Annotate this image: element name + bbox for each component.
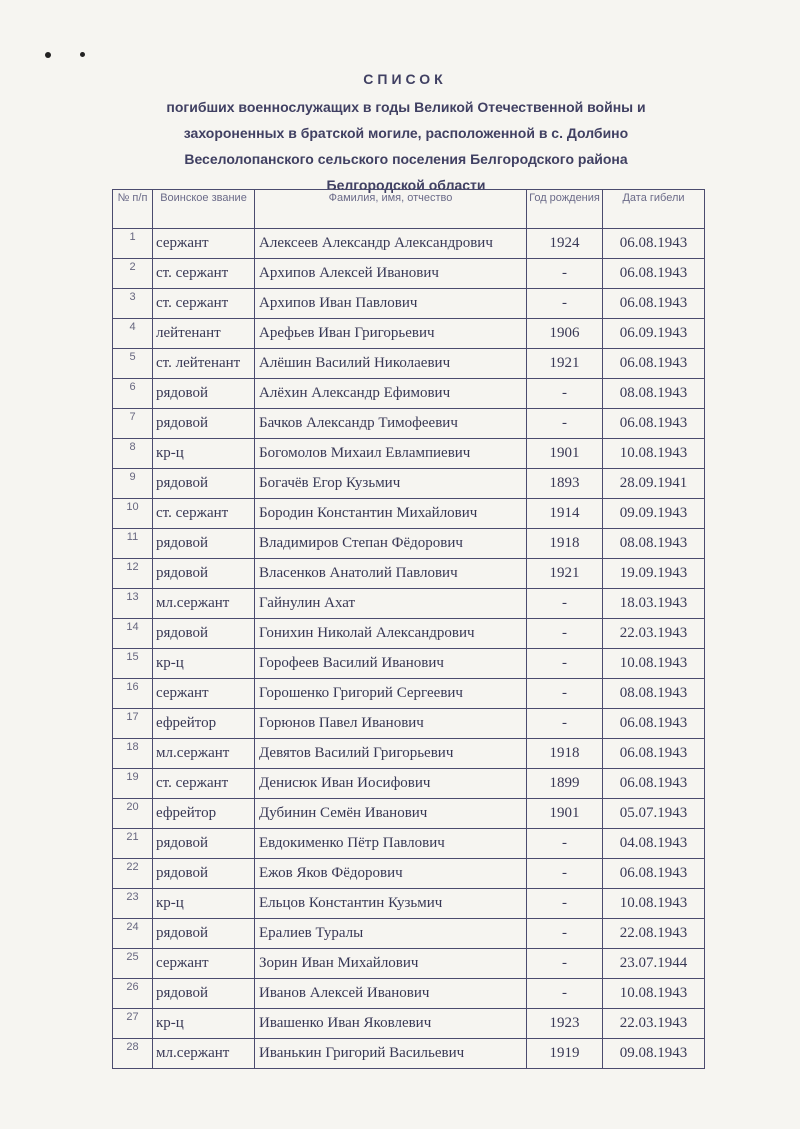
header-rank: Воинское звание <box>153 190 255 229</box>
full-name-cell: Ивашенко Иван Яковлевич <box>255 1009 527 1039</box>
burial-list-table <box>112 189 705 1069</box>
full-name-cell: Алёхин Александр Ефимович <box>255 379 527 409</box>
death-date-cell: 09.08.1943 <box>603 1039 705 1069</box>
military-rank-cell: сержант <box>153 229 255 259</box>
military-rank-cell: рядовой <box>153 469 255 499</box>
birth-year-cell: 1923 <box>527 1009 603 1039</box>
death-date-cell: 10.08.1943 <box>603 649 705 679</box>
birth-year-cell: - <box>527 949 603 979</box>
birth-year-cell: - <box>527 289 603 319</box>
birth-year-cell: - <box>527 619 603 649</box>
full-name-cell: Ельцов Константин Кузьмич <box>255 889 527 919</box>
table-row <box>113 739 705 769</box>
death-date-cell: 05.07.1943 <box>603 799 705 829</box>
death-date-cell: 06.08.1943 <box>603 349 705 379</box>
birth-year-cell: 1918 <box>527 529 603 559</box>
row-number-cell: 24 <box>113 919 153 949</box>
table-row <box>113 439 705 469</box>
military-rank-cell: ст. сержант <box>153 289 255 319</box>
military-rank-cell: ст. сержант <box>153 769 255 799</box>
birth-year-cell: 1899 <box>527 769 603 799</box>
subtitle-line: захороненных в братской могиле, расположенной в с. Долбино <box>183 125 629 141</box>
table-row <box>113 889 705 919</box>
death-date-cell: 22.03.1943 <box>603 619 705 649</box>
military-rank-cell: кр-ц <box>153 649 255 679</box>
document-title: СПИСОК <box>363 71 447 87</box>
death-date-cell: 06.08.1943 <box>603 289 705 319</box>
military-rank-cell: рядовой <box>153 979 255 1009</box>
header-year: Год рождения <box>527 190 603 229</box>
row-number-cell: 11 <box>113 529 153 559</box>
row-number-cell: 2 <box>113 259 153 289</box>
birth-year-cell: - <box>527 919 603 949</box>
full-name-cell: Иванов Алексей Иванович <box>255 979 527 1009</box>
full-name-cell: Алёшин Василий Николаевич <box>255 349 527 379</box>
document-heading <box>0 68 800 198</box>
table-row <box>113 709 705 739</box>
military-rank-cell: рядовой <box>153 619 255 649</box>
death-date-cell: 19.09.1943 <box>603 559 705 589</box>
table-row <box>113 859 705 889</box>
birth-year-cell: - <box>527 979 603 1009</box>
full-name-cell: Бородин Константин Михайлович <box>255 499 527 529</box>
birth-year-cell: - <box>527 829 603 859</box>
header-name: Фамилия, имя, отчество <box>255 190 527 229</box>
death-date-cell: 10.08.1943 <box>603 979 705 1009</box>
birth-year-cell: - <box>527 589 603 619</box>
full-name-cell: Гайнулин Ахат <box>255 589 527 619</box>
full-name-cell: Горофеев Василий Иванович <box>255 649 527 679</box>
military-rank-cell: мл.сержант <box>153 739 255 769</box>
full-name-cell: Евдокименко Пётр Павлович <box>255 829 527 859</box>
table-row <box>113 289 705 319</box>
full-name-cell: Горошенко Григорий Сергеевич <box>255 679 527 709</box>
header-date: Дата гибели <box>603 190 705 229</box>
row-number-cell: 25 <box>113 949 153 979</box>
death-date-cell: 08.08.1943 <box>603 679 705 709</box>
row-number-cell: 7 <box>113 409 153 439</box>
subtitle-line: Белгородской области <box>326 177 486 193</box>
scan-speck <box>45 52 51 58</box>
subtitle-line: Веселолопанского сельского поселения Белгородского района <box>184 151 628 167</box>
full-name-cell: Архипов Иван Павлович <box>255 289 527 319</box>
table-row <box>113 679 705 709</box>
table-row <box>113 559 705 589</box>
death-date-cell: 08.08.1943 <box>603 379 705 409</box>
row-number-cell: 26 <box>113 979 153 1009</box>
death-date-cell: 28.09.1941 <box>603 469 705 499</box>
death-date-cell: 06.08.1943 <box>603 859 705 889</box>
row-number-cell: 16 <box>113 679 153 709</box>
military-rank-cell: рядовой <box>153 379 255 409</box>
table-row <box>113 469 705 499</box>
row-number-cell: 5 <box>113 349 153 379</box>
death-date-cell: 06.08.1943 <box>603 259 705 289</box>
row-number-cell: 13 <box>113 589 153 619</box>
birth-year-cell: 1893 <box>527 469 603 499</box>
table-row <box>113 619 705 649</box>
full-name-cell: Денисюк Иван Иосифович <box>255 769 527 799</box>
row-number-cell: 14 <box>113 619 153 649</box>
row-number-cell: 23 <box>113 889 153 919</box>
death-date-cell: 06.08.1943 <box>603 709 705 739</box>
full-name-cell: Алексеев Александр Александрович <box>255 229 527 259</box>
full-name-cell: Иванькин Григорий Васильевич <box>255 1039 527 1069</box>
table-row <box>113 409 705 439</box>
military-rank-cell: кр-ц <box>153 889 255 919</box>
header-num: № п/п <box>113 190 153 229</box>
birth-year-cell: - <box>527 859 603 889</box>
table-body <box>113 229 705 1069</box>
birth-year-cell: - <box>527 259 603 289</box>
table-row <box>113 319 705 349</box>
full-name-cell: Архипов Алексей Иванович <box>255 259 527 289</box>
table-header-row <box>113 190 705 229</box>
table-row <box>113 829 705 859</box>
row-number-cell: 28 <box>113 1039 153 1069</box>
military-rank-cell: мл.сержант <box>153 1039 255 1069</box>
birth-year-cell: 1919 <box>527 1039 603 1069</box>
military-rank-cell: рядовой <box>153 409 255 439</box>
table-row <box>113 1009 705 1039</box>
birth-year-cell: 1924 <box>527 229 603 259</box>
full-name-cell: Бачков Александр Тимофеевич <box>255 409 527 439</box>
military-rank-cell: ст. сержант <box>153 259 255 289</box>
military-rank-cell: рядовой <box>153 859 255 889</box>
table-row <box>113 919 705 949</box>
death-date-cell: 04.08.1943 <box>603 829 705 859</box>
birth-year-cell: 1918 <box>527 739 603 769</box>
death-date-cell: 10.08.1943 <box>603 889 705 919</box>
military-rank-cell: ст. сержант <box>153 499 255 529</box>
birth-year-cell: - <box>527 709 603 739</box>
military-rank-cell: кр-ц <box>153 439 255 469</box>
birth-year-cell: - <box>527 649 603 679</box>
death-date-cell: 22.03.1943 <box>603 1009 705 1039</box>
military-rank-cell: лейтенант <box>153 319 255 349</box>
birth-year-cell: - <box>527 679 603 709</box>
row-number-cell: 12 <box>113 559 153 589</box>
full-name-cell: Арефьев Иван Григорьевич <box>255 319 527 349</box>
row-number-cell: 9 <box>113 469 153 499</box>
military-rank-cell: ефрейтор <box>153 799 255 829</box>
table-row <box>113 259 705 289</box>
death-date-cell: 06.08.1943 <box>603 229 705 259</box>
birth-year-cell: 1901 <box>527 799 603 829</box>
table-row <box>113 769 705 799</box>
military-rank-cell: рядовой <box>153 529 255 559</box>
death-date-cell: 06.08.1943 <box>603 769 705 799</box>
row-number-cell: 21 <box>113 829 153 859</box>
death-date-cell: 06.09.1943 <box>603 319 705 349</box>
table-row <box>113 949 705 979</box>
row-number-cell: 10 <box>113 499 153 529</box>
row-number-cell: 15 <box>113 649 153 679</box>
scan-speck <box>80 52 85 57</box>
full-name-cell: Ежов Яков Фёдорович <box>255 859 527 889</box>
military-rank-cell: ефрейтор <box>153 709 255 739</box>
table-row <box>113 649 705 679</box>
row-number-cell: 22 <box>113 859 153 889</box>
table-row <box>113 349 705 379</box>
birth-year-cell: - <box>527 889 603 919</box>
full-name-cell: Ералиев Туралы <box>255 919 527 949</box>
death-date-cell: 09.09.1943 <box>603 499 705 529</box>
table-row <box>113 589 705 619</box>
table-row <box>113 979 705 1009</box>
death-date-cell: 06.08.1943 <box>603 409 705 439</box>
row-number-cell: 17 <box>113 709 153 739</box>
death-date-cell: 08.08.1943 <box>603 529 705 559</box>
full-name-cell: Горюнов Павел Иванович <box>255 709 527 739</box>
row-number-cell: 6 <box>113 379 153 409</box>
full-name-cell: Девятов Василий Григорьевич <box>255 739 527 769</box>
row-number-cell: 8 <box>113 439 153 469</box>
military-rank-cell: рядовой <box>153 829 255 859</box>
birth-year-cell: 1914 <box>527 499 603 529</box>
row-number-cell: 18 <box>113 739 153 769</box>
row-number-cell: 3 <box>113 289 153 319</box>
death-date-cell: 22.08.1943 <box>603 919 705 949</box>
row-number-cell: 27 <box>113 1009 153 1039</box>
row-number-cell: 19 <box>113 769 153 799</box>
military-rank-cell: кр-ц <box>153 1009 255 1039</box>
military-rank-cell: ст. лейтенант <box>153 349 255 379</box>
birth-year-cell: 1906 <box>527 319 603 349</box>
full-name-cell: Власенков Анатолий Павлович <box>255 559 527 589</box>
birth-year-cell: 1921 <box>527 559 603 589</box>
subtitle-line: погибших военнослужащих в годы Великой Отечественной войны и <box>166 99 646 115</box>
table-row <box>113 1039 705 1069</box>
full-name-cell: Богачёв Егор Кузьмич <box>255 469 527 499</box>
military-rank-cell: сержант <box>153 679 255 709</box>
death-date-cell: 06.08.1943 <box>603 739 705 769</box>
death-date-cell: 18.03.1943 <box>603 589 705 619</box>
birth-year-cell: 1921 <box>527 349 603 379</box>
military-rank-cell: рядовой <box>153 919 255 949</box>
full-name-cell: Владимиров Степан Фёдорович <box>255 529 527 559</box>
military-rank-cell: мл.сержант <box>153 589 255 619</box>
table-row <box>113 499 705 529</box>
row-number-cell: 20 <box>113 799 153 829</box>
full-name-cell: Гонихин Николай Александрович <box>255 619 527 649</box>
table-row <box>113 529 705 559</box>
military-rank-cell: рядовой <box>153 559 255 589</box>
birth-year-cell: - <box>527 409 603 439</box>
death-date-cell: 10.08.1943 <box>603 439 705 469</box>
document-subtitle <box>94 94 706 198</box>
birth-year-cell: - <box>527 379 603 409</box>
full-name-cell: Дубинин Семён Иванович <box>255 799 527 829</box>
row-number-cell: 1 <box>113 229 153 259</box>
row-number-cell: 4 <box>113 319 153 349</box>
death-date-cell: 23.07.1944 <box>603 949 705 979</box>
full-name-cell: Богомолов Михаил Евлампиевич <box>255 439 527 469</box>
full-name-cell: Зорин Иван Михайлович <box>255 949 527 979</box>
table-row <box>113 379 705 409</box>
table-row <box>113 229 705 259</box>
birth-year-cell: 1901 <box>527 439 603 469</box>
table-row <box>113 799 705 829</box>
military-rank-cell: сержант <box>153 949 255 979</box>
